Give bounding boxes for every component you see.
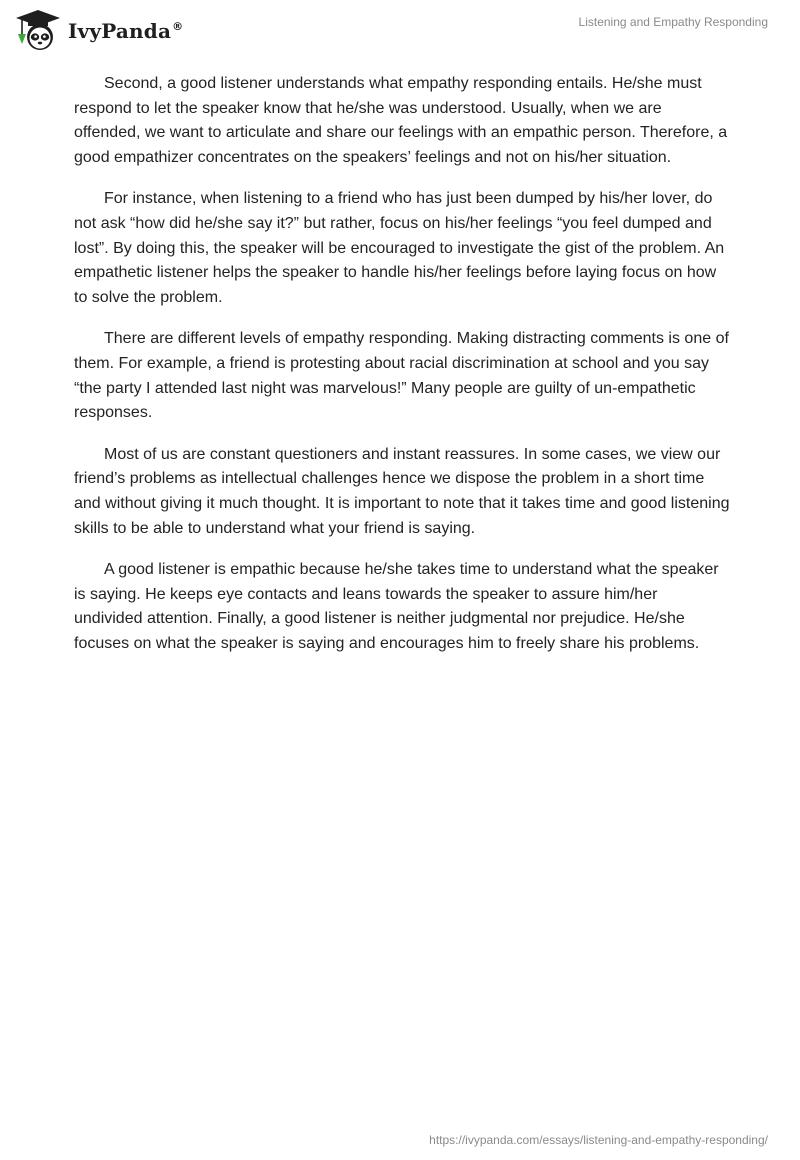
paragraph-4: Most of us are constant questioners and instant reassures. In some cases, we view our friend’s problems as intellectual challenges hence we dispose the problem in a short time and without giving it much thought. It is important to note that it takes time and good listening skills to be able to understand what your friend is saying. — [74, 445, 730, 537]
page-header — [0, 0, 800, 60]
paragraph-3: There are different levels of empathy responding. Making distracting comments is one of them. For example, a friend is protesting about racial discrimination at school and you say “the party I attended last night was marvelous!” Many people are guilty of un-empathetic responses. — [74, 330, 729, 422]
running-title: Listening and Empathy Responding — [578, 15, 768, 29]
source-url-link[interactable]: https://ivypanda.com/essays/listening-and-empathy-responding/ — [429, 1133, 768, 1147]
registered-mark: ® — [172, 20, 184, 34]
logo-text: IvyPanda — [68, 19, 172, 43]
ivypanda-logo[interactable] — [14, 8, 183, 52]
paragraph-2: For instance, when listening to a friend who has just been dumped by his/her lover, do not ask “how did he/she say it?” but rather, focus on his/her feelings “you feel dumped and lost”. By doing this, the speaker will be encouraged to investigate the gist of the problem. An empathetic listener helps the speaker to handle his/her feelings before laying focus on how to solve the problem. — [74, 190, 725, 306]
essay-body — [74, 72, 730, 673]
paragraph-1: Second, a good listener understands what empathy responding entails. He/she must respond to let the speaker know that he/she was understood. Usually, when we are offended, we want to articulate and share our feelings with an empathic person. Therefore, a good empathizer concentrates on the speakers’ feelings and not on his/her situation. — [74, 75, 728, 166]
paragraph-5: A good listener is empathic because he/she takes time to understand what the speaker is saying. He keeps eye contacts and leans towards the speaker to assure him/her undivided attention. Finally, a good listener is neither judgmental nor prejudice. He/she focuses on what the speaker is saying and encourages him to freely share his problems. — [74, 561, 719, 652]
logo-wordmark — [68, 19, 183, 43]
panda-graduation-cap-icon — [14, 8, 62, 52]
